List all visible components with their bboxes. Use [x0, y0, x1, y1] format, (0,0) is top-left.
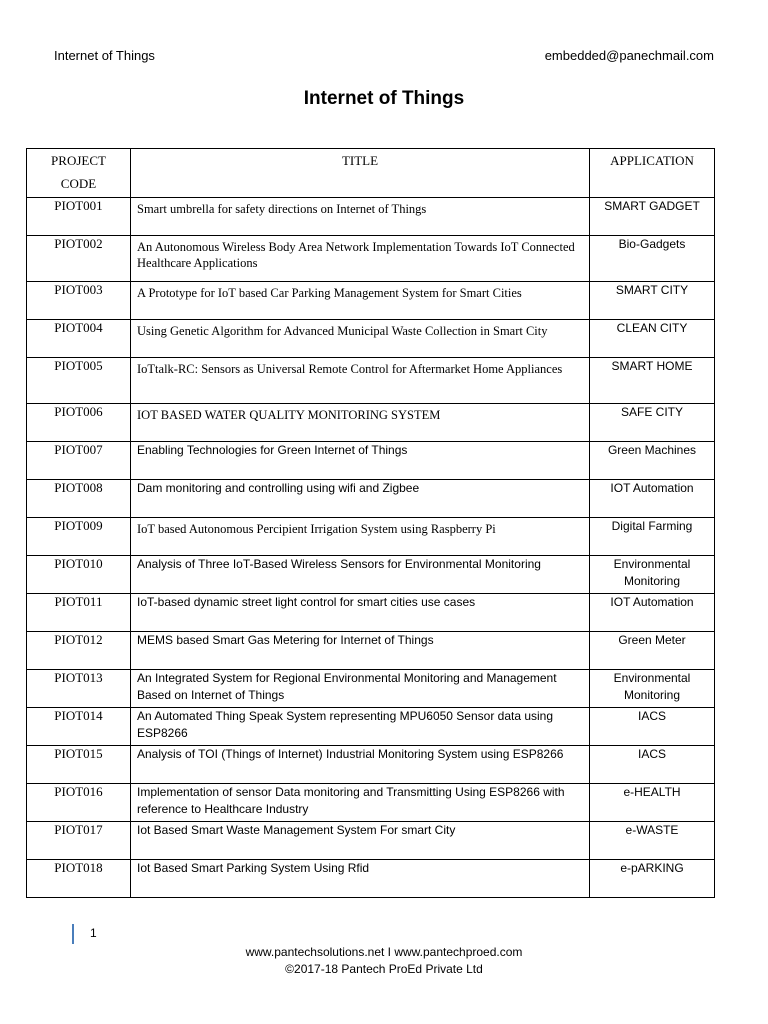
- project-application-cell: IACS: [590, 746, 715, 784]
- table-row: [27, 632, 715, 670]
- project-application-cell: SMART GADGET: [590, 198, 715, 236]
- project-application-cell: e-HEALTH: [590, 784, 715, 822]
- project-application-cell: Environmental Monitoring: [590, 556, 715, 594]
- project-application-cell: e-WASTE: [590, 822, 715, 860]
- project-title-cell: Enabling Technologies for Green Internet of Things: [131, 442, 590, 480]
- project-code-cell: PIOT010: [27, 556, 131, 594]
- project-title-cell: Analysis of Three IoT-Based Wireless Sensors for Environmental Monitoring: [131, 556, 590, 594]
- table-row: [27, 784, 715, 822]
- table-body: [27, 198, 715, 898]
- project-title-cell: Iot Based Smart Waste Management System For smart City: [131, 822, 590, 860]
- project-application-cell: Digital Farming: [590, 518, 715, 556]
- page-title: Internet of Things: [303, 88, 465, 109]
- project-title-cell: Iot Based Smart Parking System Using Rfid: [131, 860, 590, 898]
- project-code-cell: PIOT013: [27, 670, 131, 708]
- header-email: embedded@panechmail.com: [544, 48, 714, 63]
- table-row: [27, 708, 715, 746]
- project-application-cell: Bio-Gadgets: [590, 236, 715, 282]
- project-application-cell: SAFE CITY: [590, 404, 715, 442]
- project-code-cell: PIOT008: [27, 480, 131, 518]
- project-code-cell: PIOT009: [27, 518, 131, 556]
- project-code-cell: PIOT006: [27, 404, 131, 442]
- project-application-cell: IOT Automation: [590, 480, 715, 518]
- table-row: [27, 746, 715, 784]
- header-left-text: Internet of Things: [54, 48, 155, 63]
- projects-table: [26, 148, 715, 898]
- project-code-cell: PIOT017: [27, 822, 131, 860]
- project-code-cell: PIOT018: [27, 860, 131, 898]
- table-row: [27, 860, 715, 898]
- table-row: [27, 404, 715, 442]
- table-row: [27, 320, 715, 358]
- project-title-cell: An Automated Thing Speak System representing MPU6050 Sensor data using ESP8266: [131, 708, 590, 746]
- footer: [0, 944, 768, 978]
- column-header-code: [27, 149, 131, 198]
- column-header-code-line1: PROJECT: [51, 153, 106, 168]
- table-row: [27, 518, 715, 556]
- project-application-cell: SMART HOME: [590, 358, 715, 404]
- project-code-cell: PIOT005: [27, 358, 131, 404]
- footer-websites: www.pantechsolutions.net I www.pantechproed.com: [245, 945, 523, 959]
- table-row: [27, 480, 715, 518]
- project-code-cell: PIOT003: [27, 282, 131, 320]
- project-code-cell: PIOT004: [27, 320, 131, 358]
- table-row: [27, 822, 715, 860]
- project-code-cell: PIOT002: [27, 236, 131, 282]
- project-code-cell: PIOT015: [27, 746, 131, 784]
- project-application-cell: Green Meter: [590, 632, 715, 670]
- project-title-cell: An Integrated System for Regional Environmental Monitoring and Management Based on Internet of Things: [131, 670, 590, 708]
- project-application-cell: e-pARKING: [590, 860, 715, 898]
- project-application-cell: IACS: [590, 708, 715, 746]
- project-title-cell: An Autonomous Wireless Body Area Network Implementation Towards IoT Connected Healthcare Applications: [131, 236, 590, 282]
- page-number-divider: [72, 924, 74, 944]
- column-header-application: APPLICATION: [590, 149, 715, 198]
- table-row: [27, 358, 715, 404]
- project-title-cell: Dam monitoring and controlling using wifi and Zigbee: [131, 480, 590, 518]
- table-row: [27, 442, 715, 480]
- project-title-cell: IoT based Autonomous Percipient Irrigation System using Raspberry Pi: [131, 518, 590, 556]
- project-title-cell: IoT-based dynamic street light control for smart cities use cases: [131, 594, 590, 632]
- project-code-cell: PIOT016: [27, 784, 131, 822]
- table-header-row: [27, 149, 715, 198]
- table-row: [27, 282, 715, 320]
- project-title-cell: Smart umbrella for safety directions on Internet of Things: [131, 198, 590, 236]
- footer-copyright: ©2017-18 Pantech ProEd Private Ltd: [285, 962, 483, 976]
- project-code-cell: PIOT007: [27, 442, 131, 480]
- project-code-cell: PIOT011: [27, 594, 131, 632]
- project-application-cell: Green Machines: [590, 442, 715, 480]
- table-row: [27, 236, 715, 282]
- project-application-cell: CLEAN CITY: [590, 320, 715, 358]
- project-title-cell: A Prototype for IoT based Car Parking Management System for Smart Cities: [131, 282, 590, 320]
- page-number: 1: [90, 926, 97, 940]
- project-title-cell: IOT BASED WATER QUALITY MONITORING SYSTEM: [131, 404, 590, 442]
- table-row: [27, 556, 715, 594]
- column-header-code-line2: CODE: [60, 176, 97, 191]
- project-code-cell: PIOT001: [27, 198, 131, 236]
- table-row: [27, 670, 715, 708]
- project-application-cell: IOT Automation: [590, 594, 715, 632]
- project-code-cell: PIOT012: [27, 632, 131, 670]
- table-row: [27, 198, 715, 236]
- project-title-cell: Implementation of sensor Data monitoring and Transmitting Using ESP8266 with reference to Healthcare Industry: [131, 784, 590, 822]
- project-application-cell: SMART CITY: [590, 282, 715, 320]
- project-title-cell: IoTtalk-RC: Sensors as Universal Remote Control for Aftermarket Home Appliances: [131, 358, 590, 404]
- project-application-cell: Environmental Monitoring: [590, 670, 715, 708]
- table-row: [27, 594, 715, 632]
- project-title-cell: MEMS based Smart Gas Metering for Internet of Things: [131, 632, 590, 670]
- project-title-cell: Using Genetic Algorithm for Advanced Municipal Waste Collection in Smart City: [131, 320, 590, 358]
- project-title-cell: Analysis of TOI (Things of Internet) Industrial Monitoring System using ESP8266: [131, 746, 590, 784]
- project-code-cell: PIOT014: [27, 708, 131, 746]
- column-header-title: TITLE: [131, 149, 590, 198]
